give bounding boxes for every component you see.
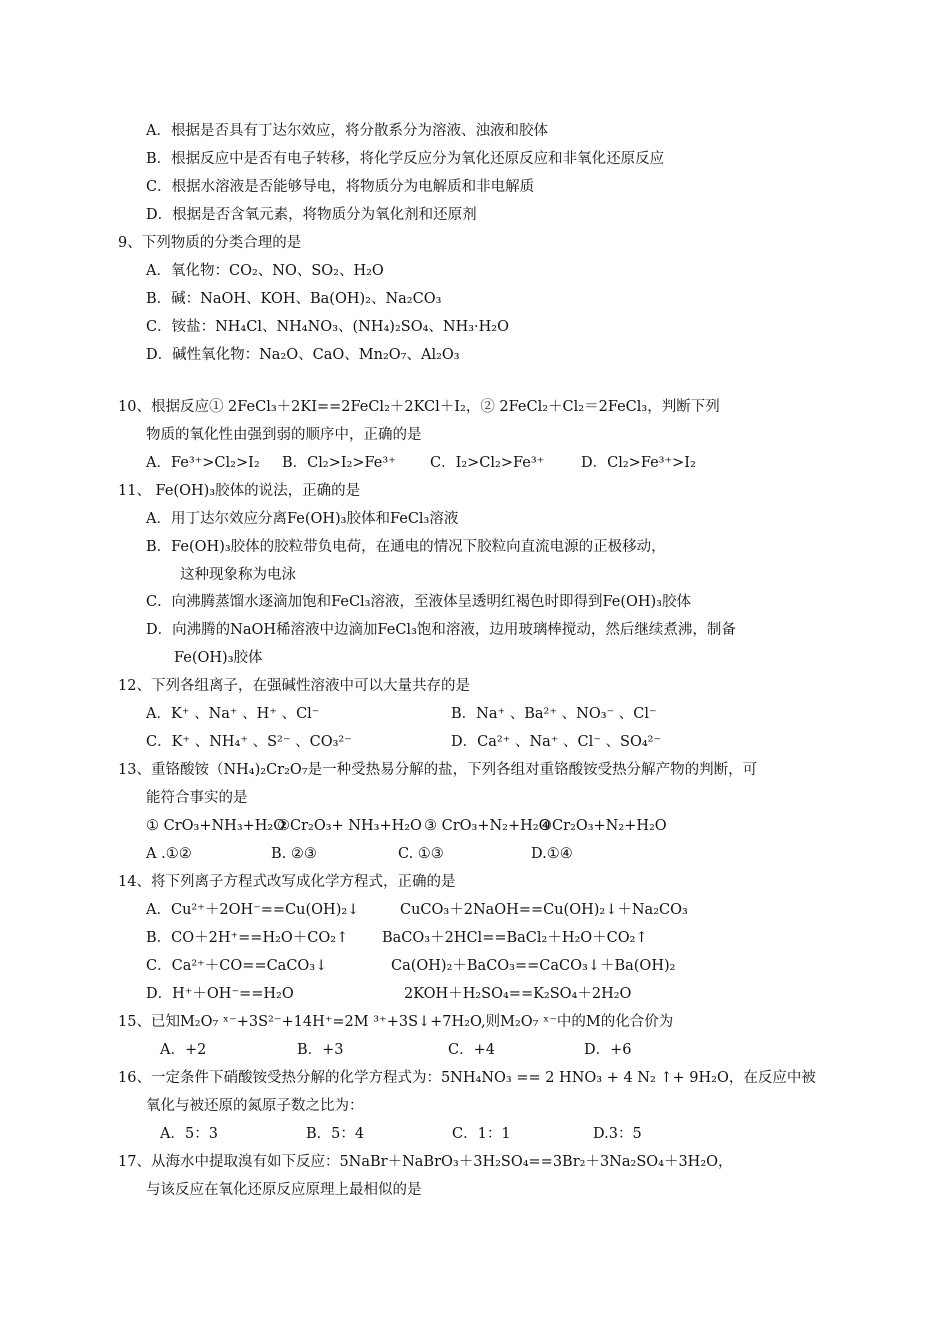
q9-stem: 9、下列物质的分类合理的是 <box>118 235 302 251</box>
q14-option-a-chemical: CuCO₃＋2NaOH==Cu(OH)₂↓＋Na₂CO₃ <box>400 902 688 918</box>
q11-option-d-line1: D．向沸腾的NaOH稀溶液中边滴加FeCl₃饱和溶液，边用玻璃棒搅动，然后继续煮沸，制备 <box>146 622 736 638</box>
q9-option-d: D．碱性氧化物：Na₂O、CaO、Mn₂O₇、Al₂O₃ <box>146 347 460 363</box>
q13-stem-line1: 13、重铬酸铵（NH₄)₂Cr₂O₇是一种受热易分解的盐，下列各组对重铬酸铵受热分解产物的判断，可 <box>118 762 758 778</box>
q10-stem-line1: 10、根据反应① 2FeCl₃＋2KI==2FeCl₂＋2KCl＋I₂，② 2FeCl₂＋Cl₂＝2FeCl₃，判断下列 <box>118 399 720 415</box>
q9-option-a: A．氧化物：CO₂、NO、SO₂、H₂O <box>146 263 384 279</box>
q13-item-3: ③ CrO₃+N₂+H₂O <box>424 818 551 834</box>
q12-option-d: D．Ca²⁺ 、Na⁺ 、Cl⁻ 、SO₄²⁻ <box>451 734 662 750</box>
q10-option-a: A．Fe³⁺>Cl₂>I₂ <box>146 455 260 471</box>
q14-option-d-ionic: D．H⁺＋OH⁻==H₂O <box>146 986 294 1002</box>
q15-stem: 15、已知M₂O₇ ˣ⁻+3S²⁻+14H⁺=2M ³⁺+3S↓+7H₂O,则M₂O₇ ˣ⁻中的M的化合价为 <box>118 1014 674 1030</box>
q15-option-b: B．+3 <box>297 1042 344 1058</box>
q10-stem-line2: 物质的氧化性由强到弱的顺序中，正确的是 <box>146 427 422 443</box>
q13-item-2: ②Cr₂O₃+ NH₃+H₂O <box>277 818 422 834</box>
q15-option-d: D．+6 <box>584 1042 632 1058</box>
q16-stem-line2: 氧化与被还原的氮原子数之比为： <box>146 1098 364 1114</box>
q14-option-c-chemical: Ca(OH)₂＋BaCO₃==CaCO₃↓＋Ba(OH)₂ <box>391 958 676 974</box>
q16-option-d: D.3：5 <box>593 1126 642 1142</box>
q11-option-b-line2: 这种现象称为电泳 <box>180 567 296 583</box>
q14-option-a-ionic: A．Cu²⁺＋2OH⁻==Cu(OH)₂↓ <box>146 902 360 918</box>
q8-option-b: B．根据反应中是否有电子转移，将化学反应分为氧化还原反应和非氧化还原反应 <box>146 151 665 167</box>
q9-option-b: B．碱：NaOH、KOH、Ba(OH)₂、Na₂CO₃ <box>146 291 442 307</box>
q14-option-b-chemical: BaCO₃＋2HCl==BaCl₂＋H₂O＋CO₂↑ <box>382 930 648 946</box>
q8-option-a: A．根据是否具有丁达尔效应，将分散系分为溶液、浊液和胶体 <box>146 123 548 139</box>
q13-item-1: ① CrO₃+NH₃+H₂O <box>146 818 286 834</box>
q11-option-a: A．用丁达尔效应分离Fe(OH)₃胶体和FeCl₃溶液 <box>146 511 459 527</box>
q14-stem: 14、将下列离子方程式改写成化学方程式，正确的是 <box>118 874 456 890</box>
q14-option-c-ionic: C．Ca²⁺＋CO==CaCO₃↓ <box>146 958 328 974</box>
q9-option-c: C．铵盐：NH₄Cl、NH₄NO₃、(NH₄)₂SO₄、NH₃·H₂O <box>146 319 510 335</box>
q11-option-b-line1: B．Fe(OH)₃胶体的胶粒带负电荷，在通电的情况下胶粒向直流电源的正极移动， <box>146 539 666 555</box>
q17-stem-line1: 17、从海水中提取溴有如下反应：5NaBr＋NaBrO₃＋3H₂SO₄==3Br₂＋3Na₂SO₄＋3H₂O， <box>118 1154 733 1170</box>
q12-stem: 12、下列各组离子，在强碱性溶液中可以大量共存的是 <box>118 678 470 694</box>
q11-stem: 11、 Fe(OH)₃胶体的说法，正确的是 <box>118 483 361 499</box>
q12-option-b: B．Na⁺ 、Ba²⁺ 、NO₃⁻ 、Cl⁻ <box>451 706 657 722</box>
q11-option-d-line2: Fe(OH)₃胶体 <box>174 650 263 666</box>
q16-option-a: A．5：3 <box>160 1126 218 1142</box>
q13-option-b: B. ②③ <box>271 846 317 862</box>
q8-option-d: D．根据是否含氧元素，将物质分为氧化剂和还原剂 <box>146 207 477 223</box>
q8-option-c: C．根据水溶液是否能够导电，将物质分为电解质和非电解质 <box>146 179 535 195</box>
q16-stem-line1: 16、一定条件下硝酸铵受热分解的化学方程式为：5NH₄NO₃ == 2 HNO₃ + 4 N₂ ↑+ 9H₂O，在反应中被 <box>118 1070 816 1086</box>
q16-option-b: B．5：4 <box>306 1126 365 1142</box>
q13-item-4: ④Cr₂O₃+N₂+H₂O <box>539 818 667 834</box>
q15-option-c: C．+4 <box>448 1042 495 1058</box>
q15-option-a: A．+2 <box>160 1042 207 1058</box>
q11-option-c: C．向沸腾蒸馏水逐滴加饱和FeCl₃溶液，至液体呈透明红褐色时即得到Fe(OH)₃胶体 <box>146 594 691 610</box>
q13-stem-line2: 能符合事实的是 <box>146 790 248 806</box>
q14-option-b-ionic: B．CO＋2H⁺==H₂O＋CO₂↑ <box>146 930 349 946</box>
q12-option-a: A．K⁺ 、Na⁺ 、H⁺ 、Cl⁻ <box>146 706 320 722</box>
q10-option-d: D．Cl₂>Fe³⁺>I₂ <box>581 455 696 471</box>
q13-option-c: C. ①③ <box>398 846 444 862</box>
q16-option-c: C．1：1 <box>452 1126 511 1142</box>
q10-option-b: B．Cl₂>I₂>Fe³⁺ <box>282 455 396 471</box>
q12-option-c: C．K⁺ 、NH₄⁺ 、S²⁻ 、CO₃²⁻ <box>146 734 352 750</box>
q10-option-c: C．I₂>Cl₂>Fe³⁺ <box>430 455 545 471</box>
q13-option-d: D.①④ <box>531 846 573 862</box>
q17-stem-line2: 与该反应在氧化还原反应原理上最相似的是 <box>146 1182 422 1198</box>
q14-option-d-chemical: 2KOH＋H₂SO₄==K₂SO₄＋2H₂O <box>404 986 632 1002</box>
q13-option-a: A .①② <box>146 846 192 862</box>
